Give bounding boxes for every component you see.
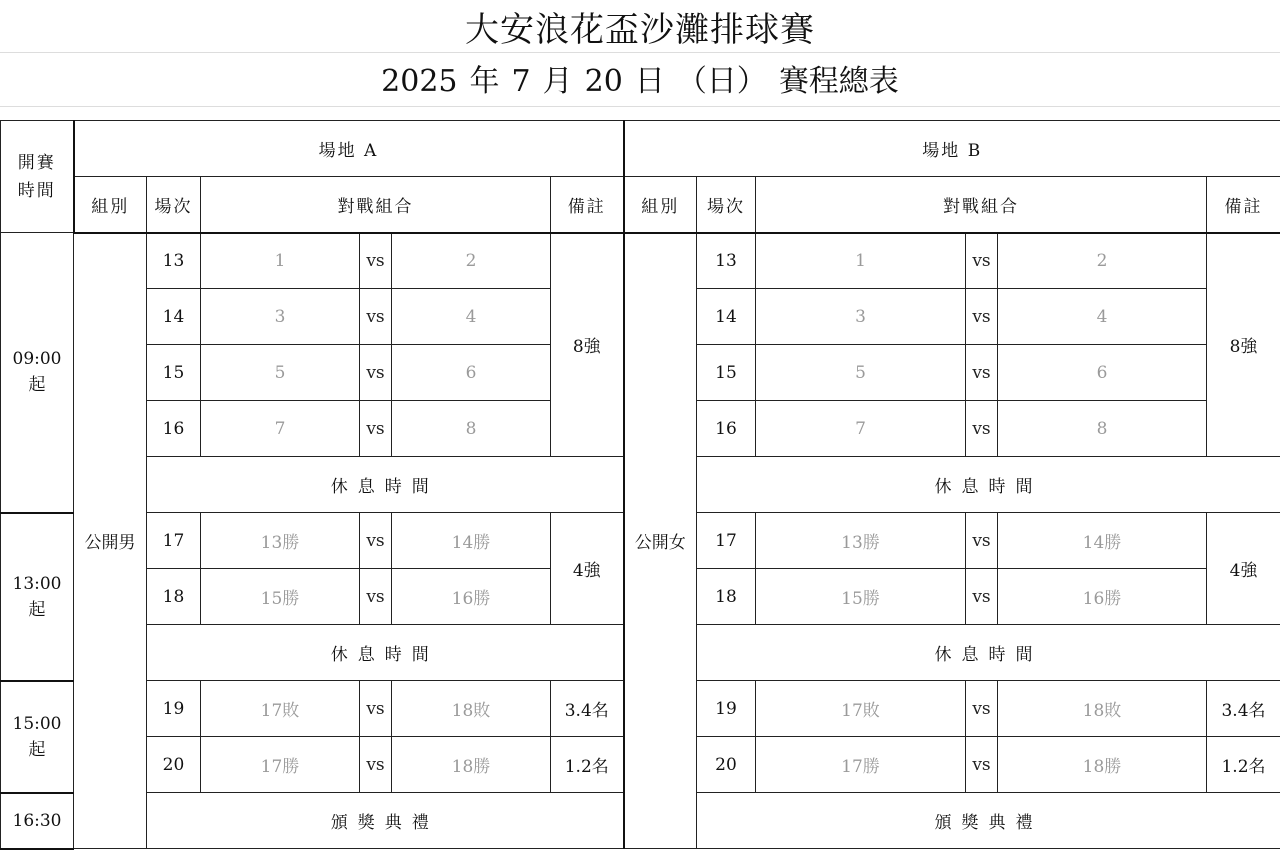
vs-label: vs [966, 233, 998, 289]
subtitle-tail: 賽程總表 [778, 64, 899, 99]
group-a: 公開男 [74, 233, 147, 849]
time-qi: 起 [28, 375, 46, 396]
match-no-a: 19 [147, 681, 201, 737]
team-away-a: 18勝 [392, 737, 551, 793]
rest-period-b: 休息時間 [697, 457, 1280, 513]
start-time-t3 [1, 681, 74, 793]
match-no-b: 18 [697, 569, 756, 625]
subtitle-nian: 年 [469, 64, 500, 99]
team-home-a: 7 [201, 401, 360, 457]
team-away-b: 2 [998, 233, 1207, 289]
vs-label: vs [966, 513, 998, 569]
subtitle-year: 2025 [381, 64, 458, 99]
subtitle-ri: 日 [634, 64, 665, 99]
header-pairing-b: 對戰組合 [756, 177, 1207, 233]
match-no-b: 19 [697, 681, 756, 737]
time-value: 13:00 [12, 573, 62, 594]
note-r4-a: 4強 [551, 513, 624, 625]
header-start-time [1, 121, 74, 233]
team-home-b: 7 [756, 401, 966, 457]
team-away-a: 2 [392, 233, 551, 289]
vs-label: vs [966, 345, 998, 401]
note-p12-a: 1.2名 [551, 737, 624, 793]
vs-label: vs [360, 569, 392, 625]
team-home-b: 1 [756, 233, 966, 289]
time-value: 09:00 [12, 349, 62, 370]
match-no-a: 15 [147, 345, 201, 401]
start-time-t1 [1, 233, 74, 513]
team-home-a: 1 [201, 233, 360, 289]
match-no-a: 16 [147, 401, 201, 457]
team-away-a: 6 [392, 345, 551, 401]
page-title: 大安浪花盃沙灘排球賽 [0, 8, 1280, 53]
vs-label: vs [966, 681, 998, 737]
schedule-table [0, 120, 1280, 850]
vs-label: vs [966, 737, 998, 793]
team-home-b: 5 [756, 345, 966, 401]
team-home-a: 5 [201, 345, 360, 401]
note-r8-a: 8強 [551, 233, 624, 457]
start-time-t4 [1, 793, 74, 849]
match-no-b: 14 [697, 289, 756, 345]
subtitle-month: 7 [511, 64, 531, 99]
team-away-b: 8 [998, 401, 1207, 457]
time-qi: 起 [28, 599, 46, 620]
header-match-a: 場次 [147, 177, 201, 233]
team-home-b: 13勝 [756, 513, 966, 569]
vs-label: vs [360, 681, 392, 737]
note-p12-b: 1.2名 [1207, 737, 1280, 793]
match-no-a: 20 [147, 737, 201, 793]
header-group-b: 組別 [624, 177, 697, 233]
team-away-a: 18敗 [392, 681, 551, 737]
match-no-b: 13 [697, 233, 756, 289]
rest-period-a: 休息時間 [147, 625, 624, 681]
subtitle-weekday: （日） [676, 64, 767, 99]
group-b: 公開女 [624, 233, 697, 849]
team-away-a: 14勝 [392, 513, 551, 569]
vs-label: vs [360, 737, 392, 793]
team-home-b: 17勝 [756, 737, 966, 793]
header-note-a: 備註 [551, 177, 624, 233]
header-note-b: 備註 [1207, 177, 1280, 233]
team-home-a: 17勝 [201, 737, 360, 793]
team-home-b: 3 [756, 289, 966, 345]
header-court-a: 場地 A [74, 121, 624, 177]
team-home-a: 13勝 [201, 513, 360, 569]
team-home-a: 3 [201, 289, 360, 345]
award-ceremony-a: 頒獎典禮 [147, 793, 624, 849]
subtitle-day: 20 [584, 64, 623, 99]
header-court-b: 場地 B [624, 121, 1280, 177]
team-away-b: 18勝 [998, 737, 1207, 793]
match-no-b: 20 [697, 737, 756, 793]
page-subtitle [0, 58, 1280, 107]
header-group-a: 組別 [74, 177, 147, 233]
note-r8-b: 8強 [1207, 233, 1280, 457]
time-value: 15:00 [12, 713, 62, 734]
match-no-a: 14 [147, 289, 201, 345]
rest-period-a: 休息時間 [147, 457, 624, 513]
vs-label: vs [966, 289, 998, 345]
note-p34-b: 3.4名 [1207, 681, 1280, 737]
team-home-b: 17敗 [756, 681, 966, 737]
vs-label: vs [966, 569, 998, 625]
note-p34-a: 3.4名 [551, 681, 624, 737]
team-away-b: 16勝 [998, 569, 1207, 625]
match-no-b: 17 [697, 513, 756, 569]
vs-label: vs [360, 401, 392, 457]
match-no-b: 16 [697, 401, 756, 457]
match-no-a: 13 [147, 233, 201, 289]
award-ceremony-b: 頒獎典禮 [697, 793, 1280, 849]
team-away-a: 16勝 [392, 569, 551, 625]
note-r4-b: 4強 [1207, 513, 1280, 625]
team-away-b: 6 [998, 345, 1207, 401]
team-home-a: 17敗 [201, 681, 360, 737]
vs-label: vs [966, 401, 998, 457]
match-no-b: 15 [697, 345, 756, 401]
header-pairing-a: 對戰組合 [201, 177, 551, 233]
team-away-a: 8 [392, 401, 551, 457]
team-home-b: 15勝 [756, 569, 966, 625]
team-home-a: 15勝 [201, 569, 360, 625]
vs-label: vs [360, 513, 392, 569]
team-away-b: 14勝 [998, 513, 1207, 569]
rest-period-b: 休息時間 [697, 625, 1280, 681]
time-qi: 起 [28, 739, 46, 760]
time-value: 16:30 [12, 810, 62, 831]
header-time-text: 開賽時間 [17, 152, 56, 201]
header-match-b: 場次 [697, 177, 756, 233]
start-time-t2 [1, 513, 74, 681]
match-no-a: 17 [147, 513, 201, 569]
vs-label: vs [360, 289, 392, 345]
vs-label: vs [360, 233, 392, 289]
vs-label: vs [360, 345, 392, 401]
subtitle-yue: 月 [542, 64, 573, 99]
team-away-a: 4 [392, 289, 551, 345]
match-no-a: 18 [147, 569, 201, 625]
team-away-b: 4 [998, 289, 1207, 345]
team-away-b: 18敗 [998, 681, 1207, 737]
